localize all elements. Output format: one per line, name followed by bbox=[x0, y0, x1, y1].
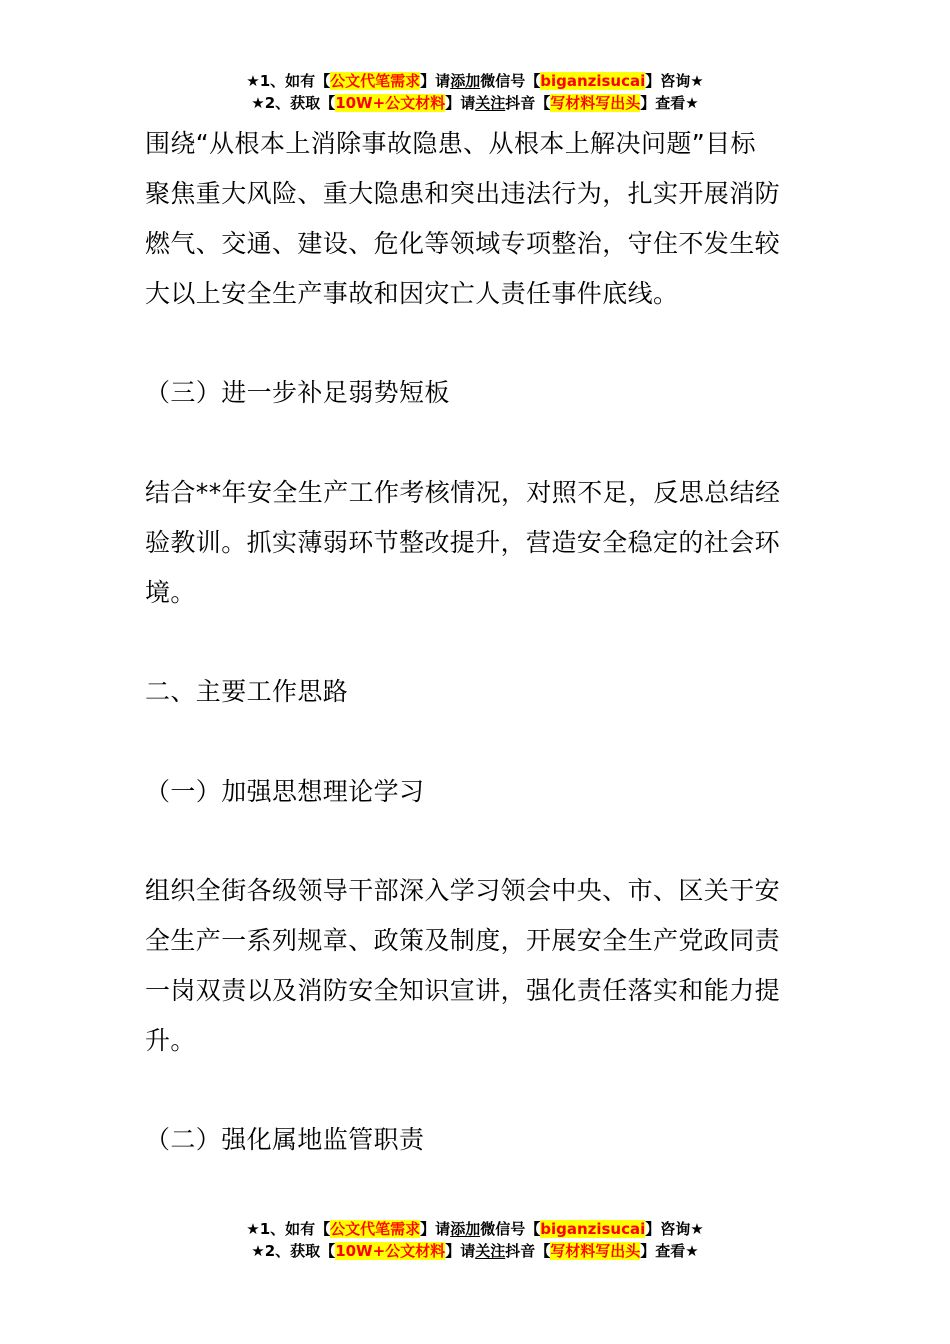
banner-wechat-id: biganzisucai bbox=[540, 72, 646, 90]
heading-subsection-1 bbox=[145, 767, 810, 817]
banner-text: 微信号【 bbox=[480, 72, 541, 90]
banner-text: 】查看★ bbox=[640, 1242, 699, 1260]
heading-text: （二）强化属地监管职责 bbox=[145, 1125, 425, 1154]
banner-highlight: 公文代笔需求 bbox=[330, 1220, 421, 1238]
banner-wechat-id: biganzisucai bbox=[540, 1220, 646, 1238]
banner-highlight: 10W+公文材料 bbox=[335, 1242, 446, 1260]
banner-text: 】咨询★ bbox=[645, 1220, 704, 1238]
banner-text: ★1、如有【 bbox=[246, 72, 331, 90]
paragraph-goal bbox=[145, 119, 810, 319]
banner-text: 】请 bbox=[420, 72, 451, 90]
banner-text: ★2、获取【 bbox=[251, 94, 336, 112]
paragraph-line: 境。 bbox=[145, 578, 196, 607]
paragraph-line: 升。 bbox=[145, 1026, 196, 1055]
footer-banner bbox=[0, 1218, 950, 1262]
paragraph-weakness bbox=[145, 468, 810, 618]
banner-line-1 bbox=[0, 1218, 950, 1240]
banner-underline: 关注 bbox=[475, 1242, 506, 1260]
heading-subsection-3 bbox=[145, 368, 810, 418]
banner-douyin-id: 写材料写出头 bbox=[550, 1242, 641, 1260]
paragraph-line: 验教训。抓实薄弱环节整改提升，营造安全稳定的社会环 bbox=[145, 528, 781, 557]
banner-text: 】查看★ bbox=[640, 94, 699, 112]
banner-douyin-id: 写材料写出头 bbox=[550, 94, 641, 112]
paragraph-line: 大以上安全生产事故和因灾亡人责任事件底线。 bbox=[145, 279, 679, 308]
paragraph-line: 组织全街各级领导干部深入学习领会中央、市、区关于安 bbox=[145, 876, 781, 905]
paragraph-line: 围绕“从根本上消除事故隐患、从根本上解决问题”目标 bbox=[145, 129, 756, 158]
banner-line-2 bbox=[0, 1240, 950, 1262]
banner-text: 】请 bbox=[445, 1242, 476, 1260]
banner-text: ★2、获取【 bbox=[251, 1242, 336, 1260]
banner-text: 】咨询★ bbox=[645, 72, 704, 90]
section-heading-2 bbox=[145, 667, 810, 717]
heading-text: （一）加强思想理论学习 bbox=[145, 777, 425, 806]
banner-underline: 添加 bbox=[450, 72, 481, 90]
header-banner bbox=[0, 70, 950, 114]
heading-text: 二、主要工作思路 bbox=[145, 677, 349, 706]
banner-text: 微信号【 bbox=[480, 1220, 541, 1238]
banner-line-1 bbox=[0, 70, 950, 92]
banner-line-2 bbox=[0, 92, 950, 114]
paragraph-line: 燃气、交通、建设、危化等领域专项整治，守住不发生较 bbox=[145, 229, 781, 258]
heading-subsection-2 bbox=[145, 1115, 810, 1165]
banner-text: 】请 bbox=[445, 94, 476, 112]
heading-text: （三）进一步补足弱势短板 bbox=[145, 378, 450, 407]
paragraph-line: 一岗双责以及消防安全知识宣讲，强化责任落实和能力提 bbox=[145, 976, 781, 1005]
banner-highlight: 10W+公文材料 bbox=[335, 94, 446, 112]
banner-text: ★1、如有【 bbox=[246, 1220, 331, 1238]
banner-underline: 关注 bbox=[475, 94, 506, 112]
banner-highlight: 公文代笔需求 bbox=[330, 72, 421, 90]
banner-text: 抖音【 bbox=[505, 1242, 551, 1260]
paragraph-line: 聚焦重大风险、重大隐患和突出违法行为，扎实开展消防 bbox=[145, 179, 781, 208]
paragraph-study bbox=[145, 866, 810, 1066]
paragraph-line: 结合**年安全生产工作考核情况，对照不足，反思总结经 bbox=[145, 478, 781, 507]
banner-underline: 添加 bbox=[450, 1220, 481, 1238]
banner-text: 】请 bbox=[420, 1220, 451, 1238]
paragraph-line: 全生产一系列规章、政策及制度，开展安全生产党政同责 bbox=[145, 926, 781, 955]
banner-text: 抖音【 bbox=[505, 94, 551, 112]
